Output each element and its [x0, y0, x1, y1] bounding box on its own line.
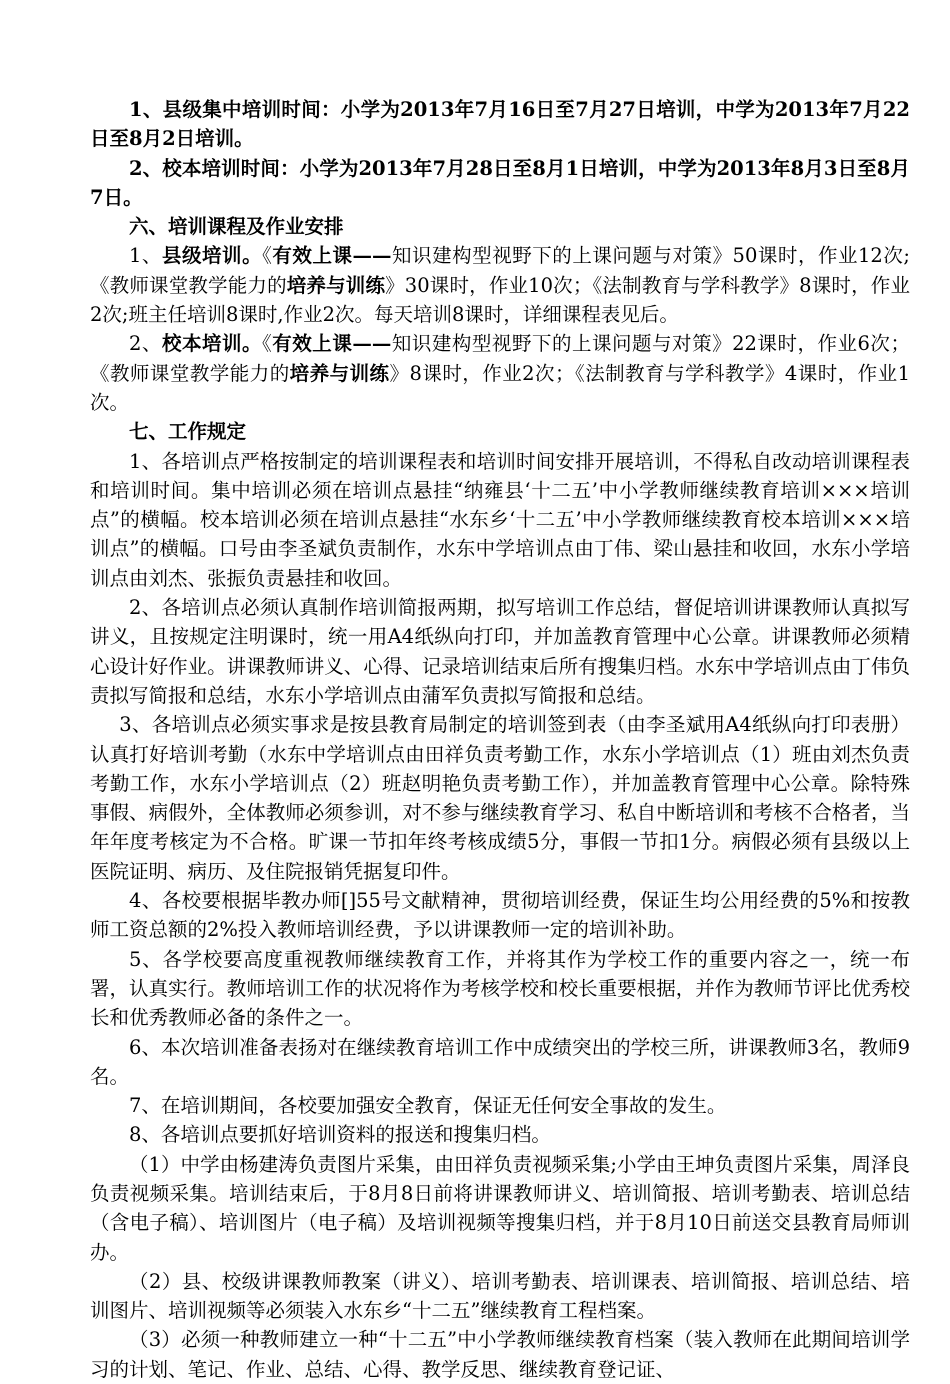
- text-run: 《: [262, 332, 273, 356]
- paragraph: [90, 241, 910, 329]
- bold-run: 培养与训练: [286, 273, 386, 297]
- text-run: 《: [262, 244, 273, 268]
- text-run: （2）县、校级讲课教师教案（讲义）、培训考勤表、培训课表、培训简报、培训总结、培训图片、培训视频等必须装入水东乡“十二五”继续教育工程档案。: [90, 1269, 910, 1323]
- text-run: （3）必须一种教师建立一种“十二五”中小学教师继续教育档案（装入教师在此期间培训学习的计划、笔记、作业、总结、心得、教学反思、继续教育登记证、: [90, 1328, 910, 1381]
- text-run: 六、培训课程及作业安排: [129, 215, 344, 239]
- paragraph: [90, 95, 910, 154]
- paragraph: [90, 329, 910, 417]
- paragraph: [90, 154, 910, 213]
- text-run: 1、: [129, 244, 162, 268]
- text-run: 4、各校要根据毕教办师[]55号文献精神，贯彻培训经费，保证生均公用经费的5%和按教师工资总额的2%投入教师培训经费，予以讲课教师一定的培训补助。: [90, 889, 910, 942]
- bold-run: 有效上课——: [272, 332, 392, 356]
- paragraph: [90, 710, 910, 886]
- text-run: 1、县级集中培训时间：小学为2013年7月16日至7月27日培训，中学为2013年7月22日至8月2日培训。: [90, 98, 910, 151]
- paragraph: [90, 593, 910, 710]
- paragraph: [90, 1120, 910, 1149]
- paragraph: [90, 1091, 910, 1120]
- text-run: 3、各培训点必须实事求是按县教育局制定的培训签到表（由李圣斌用A4纸纵向打印表册）认真打好培训考勤（水东中学培训点由田祥负责考勤工作，水东小学培训点（1）班由刘杰负责考勤工作，水东小学培训点（2）班赵明艳负责考勤工作），并加盖教育管理中心公章。除特殊事假、病假外，全体教师必须参训，对不参与继续教育学习、私自中断培训和考核不合格者，当年年度考核定为不合格。旷课一节扣年终考核成绩5分，事假一节扣1分。病假必须有县级以上医院证明、病历、及住院报销凭据复印件。: [90, 713, 910, 883]
- section-heading: [90, 417, 910, 446]
- text-run: 2、校本培训时间：小学为2013年7月28日至8月1日培训，中学为2013年8月3日至8月7日。: [90, 156, 910, 209]
- section-heading: [90, 212, 910, 241]
- paragraph: [90, 886, 910, 945]
- text-run: 知识建构型视野下的上课问题与对策》22课时，作业6次；《教师课堂教学能力的: [90, 332, 910, 385]
- text-run: 6、本次培训准备表扬对在继续教育培训工作中成绩突出的学校三所，讲课教师3名，教师9名。: [90, 1035, 910, 1088]
- bold-run: 有效上课——: [272, 244, 392, 268]
- text-run: （1）中学由杨建涛负责图片采集，由田祥负责视频采集;小学由王坤负责图片采集，周泽良负责视频采集。培训结束后，于8月8日前将讲课教师讲义、培训简报、培训考勤表、培训总结（含电子稿）、培训图片（电子稿）及培训视频等搜集归档，并于8月10日前送交县教育局师训办。: [90, 1152, 910, 1264]
- text-run: 1、各培训点严格按制定的培训课程表和培训时间安排开展培训，不得私自改动培训课程表和培训时间。集中培训必须在培训点悬挂“纳雍县‘十二五’中小学教师继续教育培训×××培训点”的横幅。校本培训必须在培训点悬挂“水东乡‘十二五’中小学教师继续教育校本培训×××培训点”的横幅。口号由李圣斌负责制作，水东中学培训点由丁伟、梁山悬挂和收回，水东小学培训点由刘杰、张振负责悬挂和收回。: [90, 449, 910, 590]
- paragraph: [90, 1267, 910, 1326]
- text-run: 2、各培训点必须认真制作培训简报两期，拟写培训工作总结，督促培训讲课教师认真拟写讲义，且按规定注明课时，统一用A4纸纵向打印，并加盖教育管理中心公章。讲课教师必须精心设计好作业。讲课教师讲义、心得、记录培训结束后所有搜集归档。水东中学培训点由丁伟负责拟写简报和总结，水东小学培训点由蒲军负责拟写简报和总结。: [90, 596, 910, 707]
- text-run: 》30课时，作业10次；《法制教育与学科教学》8课时，作业2次;班主任培训8课时,作业2次。每天培训8课时，详细课程表见后。: [90, 273, 910, 327]
- bold-run: 校本培训。: [161, 332, 263, 356]
- paragraph: [90, 1033, 910, 1092]
- text-run: 2、: [129, 332, 162, 356]
- bold-run: 培养与训练: [289, 361, 390, 385]
- text-run: 》8课时，作业2次；《法制教育与学科教学》4课时，作业1次。: [90, 361, 910, 414]
- text-run: 8、各培训点要抓好培训资料的报送和搜集归档。: [129, 1123, 551, 1147]
- document-body: [90, 95, 910, 1384]
- bold-run: 县级培训。: [161, 244, 263, 268]
- paragraph: [90, 1150, 910, 1267]
- paragraph: [90, 945, 910, 1033]
- text-run: 七、工作规定: [129, 420, 247, 444]
- text-run: 5、各学校要高度重视教师继续教育工作，并将其作为学校工作的重要内容之一，统一布署，认真实行。教师培训工作的状况将作为考核学校和校长重要根据，并作为教师节评比优秀校长和优秀教师必备的条件之一。: [90, 947, 910, 1030]
- paragraph: [90, 1325, 910, 1384]
- text-run: 知识建构型视野下的上课问题与对策》50课时，作业12次;《教师课堂教学能力的: [90, 244, 910, 297]
- text-run: 7、在培训期间，各校要加强安全教育，保证无任何安全事故的发生。: [129, 1094, 727, 1118]
- paragraph: [90, 447, 910, 593]
